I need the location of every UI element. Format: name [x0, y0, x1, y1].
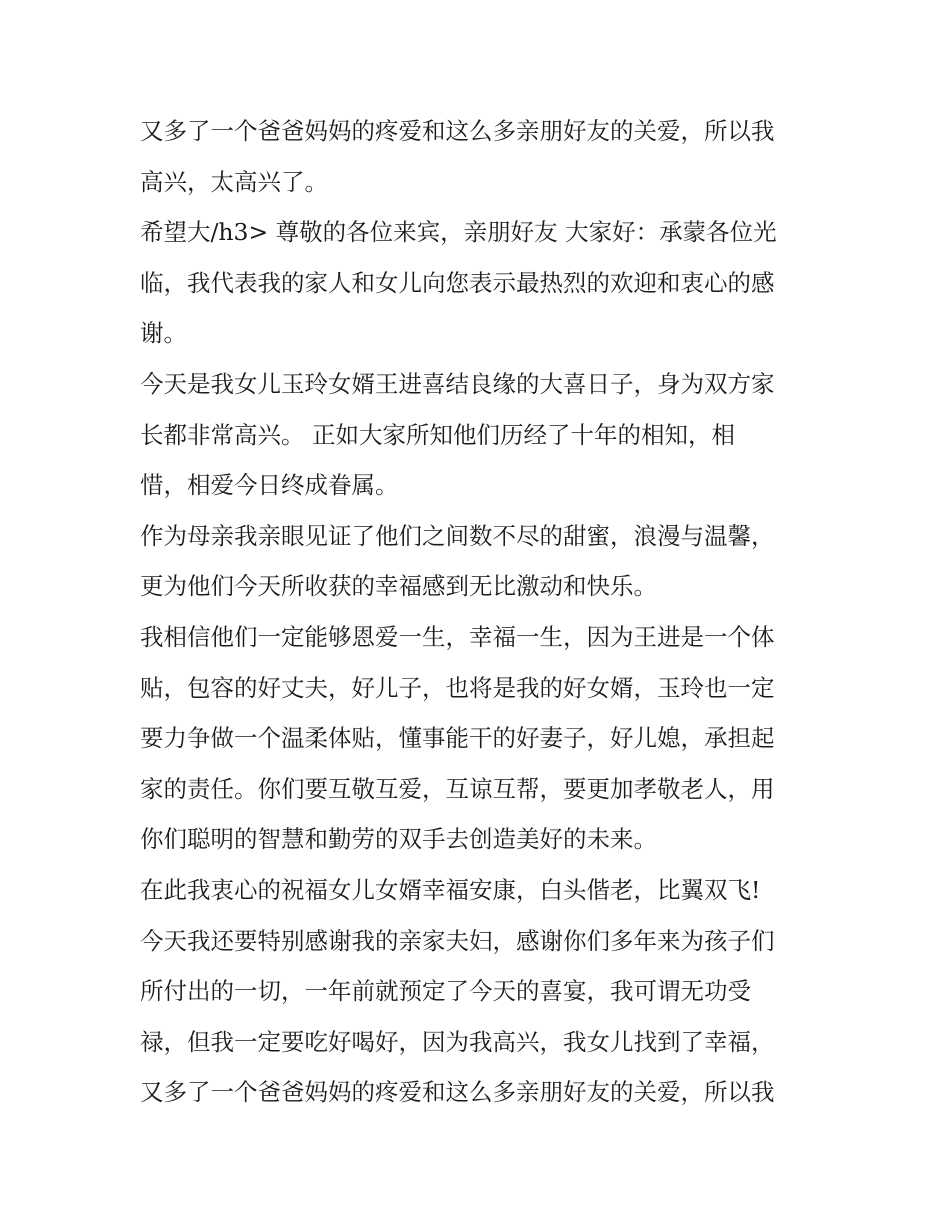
- text-line: 你们聪明的智慧和勤劳的双手去创造美好的未来。: [140, 825, 657, 854]
- text-line: 所付出的一切，一年前就预定了今天的喜宴，我可谓无功受: [140, 977, 751, 1006]
- text-line: 贴，包容的好丈夫，好儿子，也将是我的好女婿，玉玲也一定: [140, 673, 775, 702]
- paragraph-2: [140, 207, 820, 359]
- text-line: 要力争做一个温柔体贴，懂事能干的好妻子，好儿媳，承担起: [140, 724, 775, 753]
- paragraph-3: [140, 359, 820, 511]
- text-line: 作为母亲我亲眼见证了他们之间数不尽的甜蜜，浪漫与温馨，: [140, 521, 775, 550]
- document-body: [140, 106, 820, 1118]
- text-line: 家的责任。你们要互敬互爱，互谅互帮，要更加孝敬老人，用: [140, 774, 775, 803]
- paragraph-1: [140, 106, 820, 207]
- text-line: 又多了一个爸爸妈妈的疼爱和这么多亲朋好友的关爱，所以我: [140, 117, 775, 145]
- paragraph-5: [140, 612, 820, 865]
- text-line: 又多了一个爸爸妈妈的疼爱和这么多亲朋好友的关爱，所以我: [140, 1078, 775, 1107]
- paragraph-4: [140, 511, 820, 612]
- text-line: 今天我还要特别感谢我的亲家夫妇，感谢你们多年来为孩子们: [140, 926, 775, 955]
- text-line: 我相信他们一定能够恩爱一生，幸福一生，因为王进是一个体: [140, 622, 775, 651]
- text-line: 谢。: [140, 319, 187, 348]
- text-line: 今天是我女儿玉玲女婿王进喜结良缘的大喜日子，身为双方家: [140, 369, 775, 398]
- text-line: 禄，但我一定要吃好喝好，因为我高兴，我女儿找到了幸福，: [140, 1027, 775, 1056]
- text-line: 在此我衷心的祝福女儿女婿幸福安康，白头偕老，比翼双飞!: [140, 875, 761, 904]
- paragraph-7: [140, 916, 820, 1118]
- paragraph-6: [140, 865, 820, 916]
- text-line: 希望大/h3> 尊敬的各位来宾，亲朋好友 大家好：承蒙各位光: [140, 218, 777, 247]
- text-line: 长都非常高兴。 正如大家所知他们历经了十年的相知，相: [140, 420, 735, 449]
- text-line: 更为他们今天所收获的幸福感到无比激动和快乐。: [140, 572, 657, 601]
- text-line: 高兴，太高兴了。: [140, 167, 328, 196]
- text-line: 临，我代表我的家人和女儿向您表示最热烈的欢迎和衷心的感: [140, 268, 775, 297]
- text-line: 惜，相爱今日终成眷属。: [140, 471, 399, 500]
